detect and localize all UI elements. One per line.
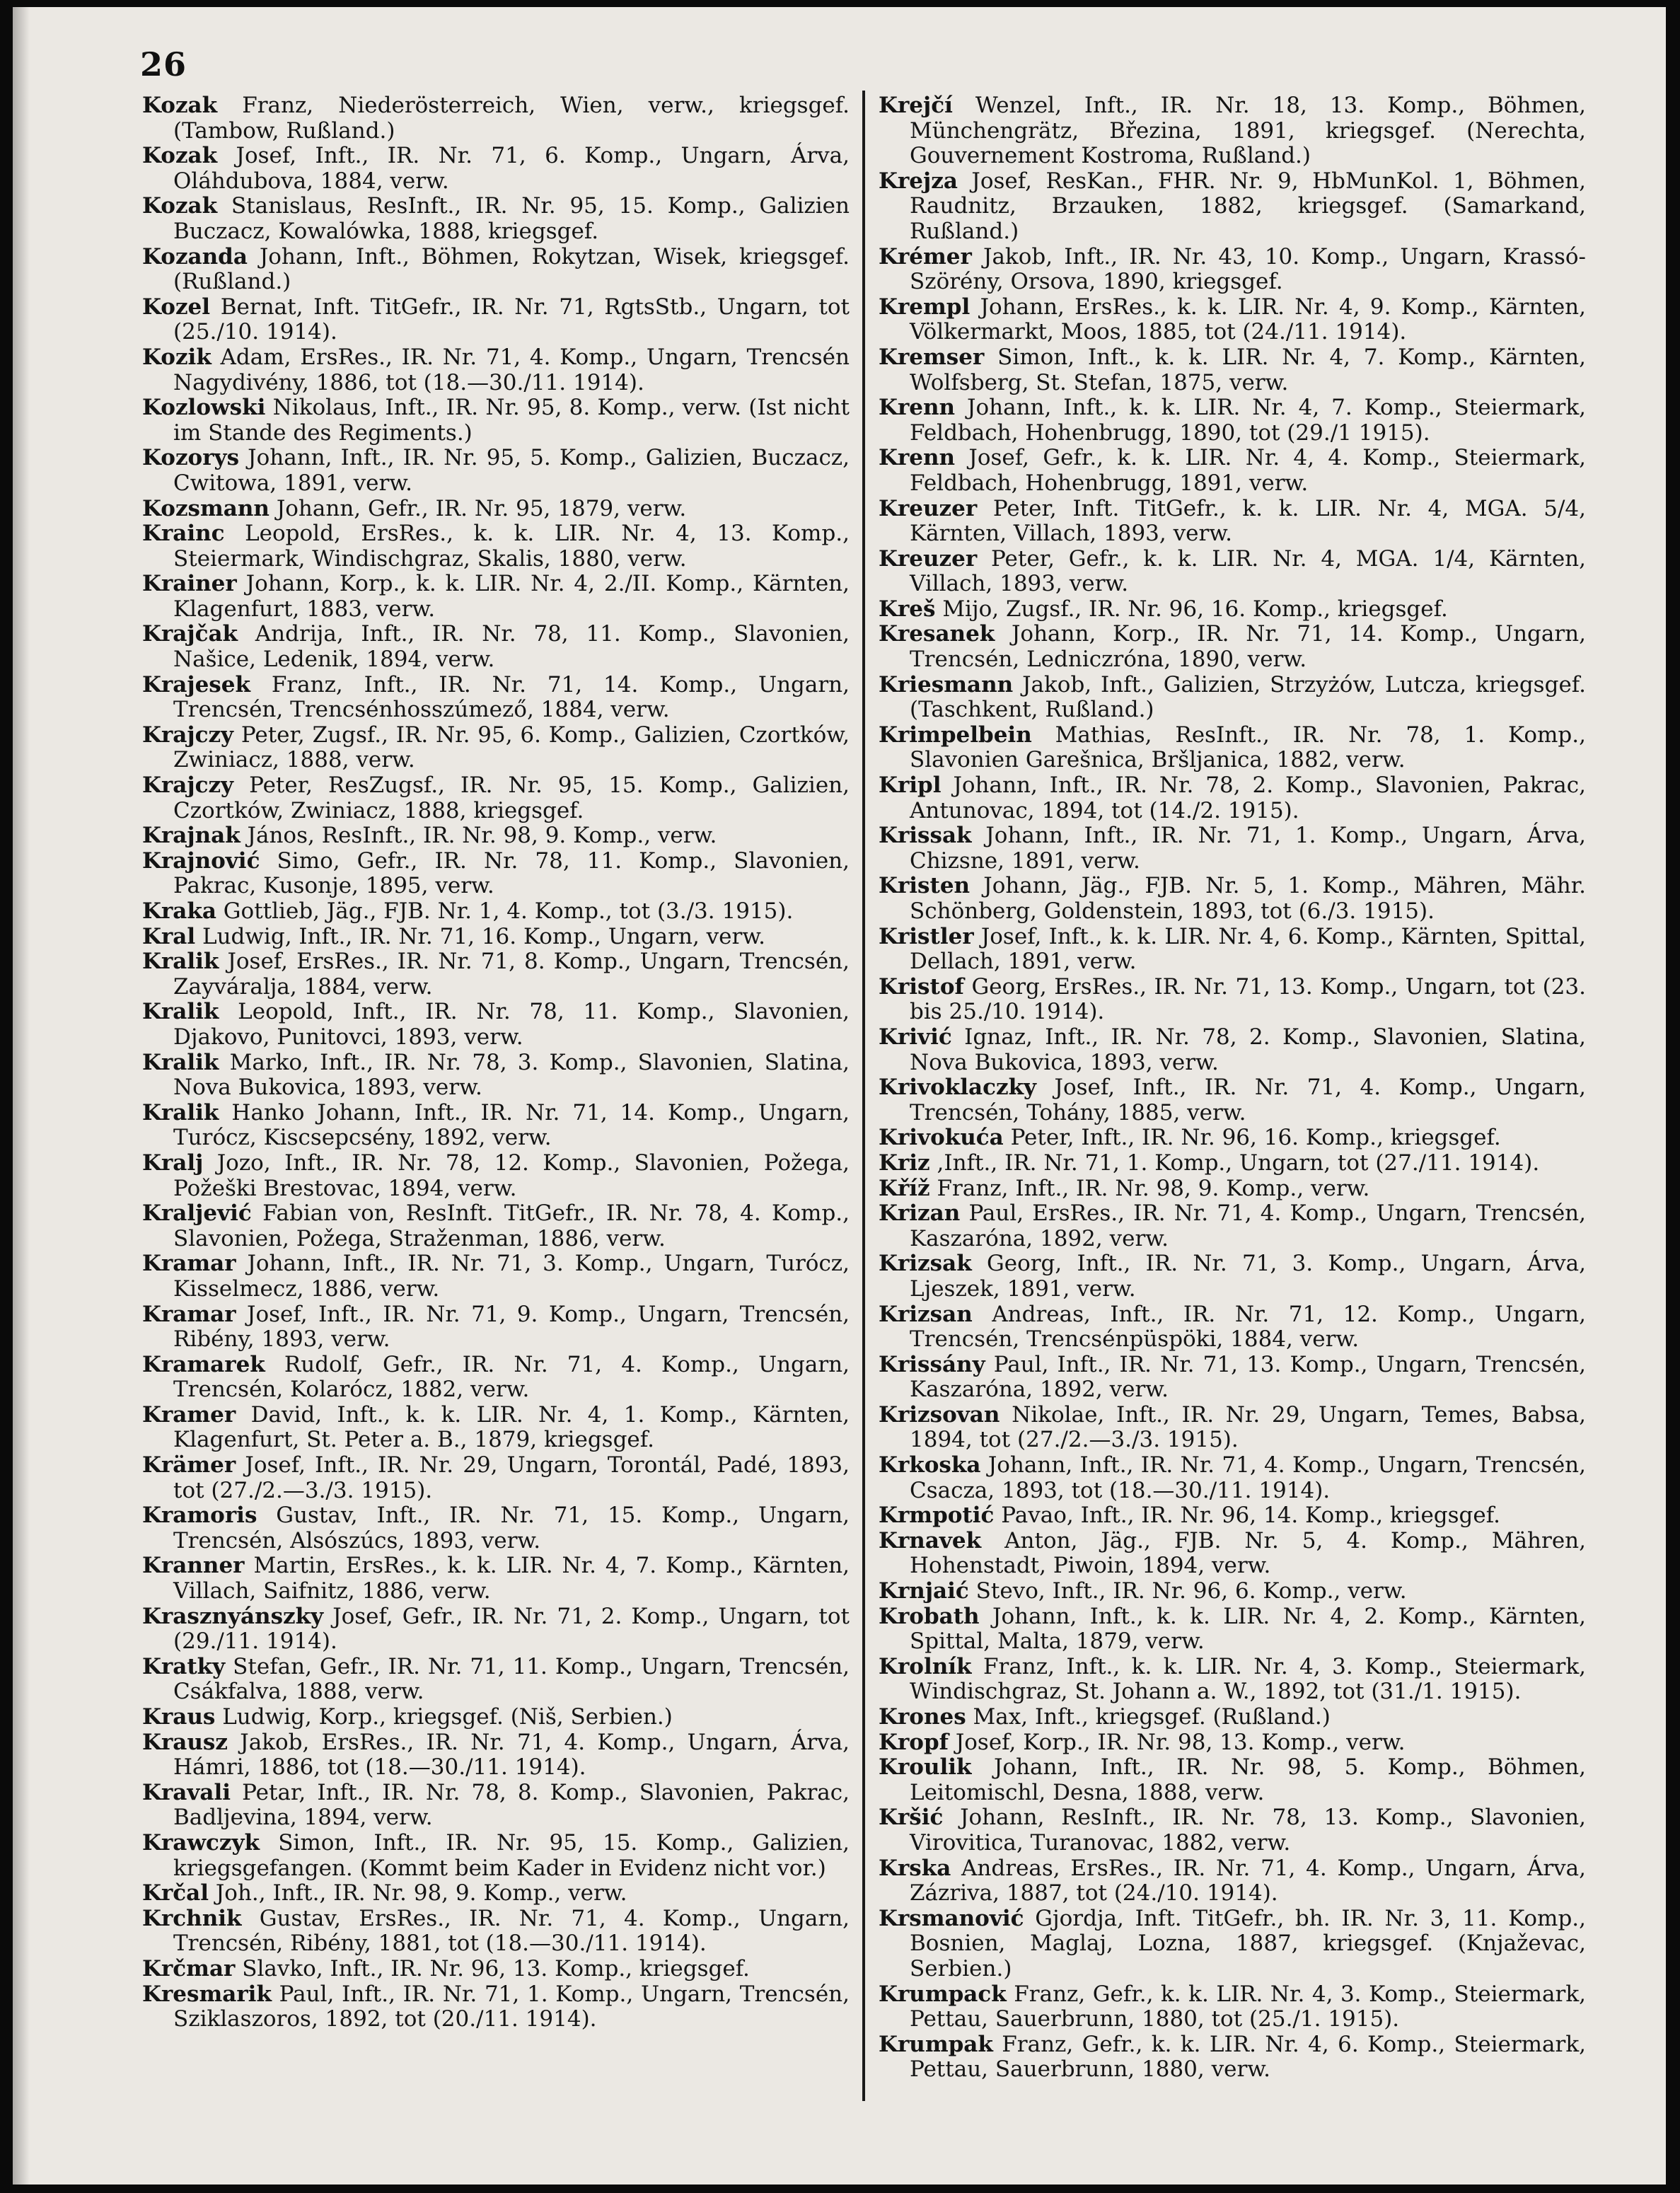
- entry-details: Johann, ErsRes., k. k. LIR. Nr. 4, 9. Komp., Kärnten, Völkermarkt, Moos, 1885, tot (24./11. 1914).: [910, 294, 1586, 345]
- register-entry: [879, 395, 1586, 446]
- entry-surname: Kristof: [879, 973, 964, 1000]
- register-entry: [879, 1755, 1586, 1805]
- entry-surname: Krajnović: [142, 847, 260, 874]
- register-entry: [879, 497, 1586, 547]
- entry-surname: Kral: [142, 923, 196, 949]
- entry-surname: Krčmar: [142, 1955, 236, 1981]
- entry-details: Stanislaus, ResInft., IR. Nr. 95, 15. Komp., Galizien Buczacz, Kowalówka, 1888, kriegsgef.: [173, 193, 850, 244]
- entry-details: Johann, Inft., k. k. LIR. Nr. 4, 2. Komp., Kärnten, Spittal, Malta, 1879, verw.: [910, 1603, 1586, 1655]
- register-entry: [879, 975, 1586, 1025]
- register-entry: [142, 194, 850, 244]
- entry-surname: Krajesek: [142, 671, 250, 698]
- register-entry: [142, 899, 850, 925]
- entry-surname: Kresmarik: [142, 1981, 272, 2007]
- entry-details: Max, Inft., kriegsgef. (Rußland.): [973, 1704, 1331, 1730]
- register-entry: [142, 823, 850, 849]
- register-entry: [142, 245, 850, 295]
- entry-details: Pavao, Inft., IR. Nr. 96, 14. Komp., kriegsgef.: [1001, 1503, 1500, 1529]
- register-entry: [142, 1957, 850, 1982]
- register-entry: [879, 1805, 1586, 1856]
- register-entry: [142, 949, 850, 1000]
- entry-surname: Kremser: [879, 344, 985, 370]
- entry-details: Gustav, ErsRes., IR. Nr. 71, 4. Komp., Ungarn, Trencsén, Ribény, 1881, tot (18.—30./11. 1914).: [173, 1905, 850, 1957]
- register-entry: [879, 1730, 1586, 1756]
- entry-surname: Kreš: [879, 596, 936, 622]
- register-entry: [879, 622, 1586, 672]
- entry-surname: Krémer: [879, 243, 972, 270]
- register-entry: [879, 925, 1586, 975]
- entry-details: Johann, ResInft., IR. Nr. 78, 13. Komp., Slavonien, Virovitica, Turanovac, 1882, verw.: [910, 1805, 1586, 1856]
- entry-details: Peter, Inft., IR. Nr. 96, 16. Komp., kriegsgef.: [1010, 1125, 1501, 1151]
- entry-details: Johann, Korp., k. k. LIR. Nr. 4, 2./II. Komp., Kärnten, Klagenfurt, 1883, verw.: [173, 571, 850, 622]
- register-entry: [142, 1906, 850, 1957]
- register-entry: [142, 295, 850, 345]
- register-entry: [142, 1604, 850, 1655]
- entry-surname: Kozanda: [142, 243, 248, 270]
- entry-details: Paul, Inft., IR. Nr. 71, 1. Komp., Ungarn, Trencsén, Sziklaszoros, 1892, tot (20./11. 1914).: [173, 1981, 850, 2032]
- entry-details: Franz, Inft., k. k. LIR. Nr. 4, 3. Komp., Steiermark, Windischgraz, St. Johann a. W., 1892, tot (31./1. 1915).: [910, 1653, 1586, 1705]
- entry-details: Andreas, ErsRes., IR. Nr. 71, 4. Komp., Ungarn, Árva, Zázriva, 1887, tot (24./10. 1914).: [910, 1855, 1587, 1906]
- entry-details: Johann, Inft., IR. Nr. 98, 5. Komp., Böhmen, Leitomischl, Desna, 1888, verw.: [910, 1754, 1586, 1805]
- register-entry: [879, 1579, 1586, 1604]
- register-entry: [879, 1075, 1586, 1126]
- register-entry: [879, 1529, 1586, 1579]
- register-entry: [142, 1982, 850, 2032]
- entry-details: Franz, Niederösterreich, Wien, verw., kriegsgef. (Tambow, Rußland.): [173, 93, 850, 144]
- entry-surname: Krizsan: [879, 1301, 973, 1327]
- register-entry: [879, 597, 1586, 623]
- entry-details: Josef, Inft., IR. Nr. 71, 4. Komp., Ungarn, Trencsén, Tohány, 1885, verw.: [910, 1075, 1586, 1126]
- register-entry: [142, 395, 850, 446]
- register-entry: [142, 773, 850, 823]
- entry-surname: Kramoris: [142, 1503, 257, 1529]
- register-entry: [142, 1881, 850, 1906]
- entry-surname: Kršić: [879, 1805, 944, 1831]
- entry-surname: Kripl: [879, 773, 942, 799]
- register-entry: [142, 925, 850, 950]
- entry-surname: Krajczy: [142, 773, 234, 799]
- entry-surname: Kramer: [142, 1401, 236, 1428]
- entry-surname: Krawczyk: [142, 1829, 260, 1856]
- entry-details: Franz, Inft., IR. Nr. 98, 9. Komp., verw.: [937, 1175, 1370, 1201]
- column-divider: [862, 91, 865, 2101]
- register-entry: [879, 1655, 1586, 1705]
- entry-surname: Krajčak: [142, 621, 238, 647]
- entry-surname: Krumpack: [879, 1981, 1007, 2007]
- entry-details: Johann, Inft., IR. Nr. 95, 5. Komp., Galizien, Buczacz, Cwitowa, 1891, verw.: [173, 445, 850, 496]
- register-entry: [879, 1403, 1586, 1453]
- entry-details: Josef, Inft., IR. Nr. 71, 6. Komp., Ungarn, Árva, Oláhdubova, 1884, verw.: [173, 143, 850, 194]
- entry-surname: Kozorys: [142, 445, 240, 471]
- register-entry: [142, 572, 850, 622]
- entry-surname: Krajczy: [142, 722, 234, 748]
- entry-surname: Kraka: [142, 898, 216, 924]
- entry-surname: Krumpak: [879, 2031, 993, 2057]
- register-entry: [142, 849, 850, 899]
- entry-surname: Krejza: [879, 168, 958, 194]
- entry-details: Hanko Johann, Inft., IR. Nr. 71, 14. Komp., Ungarn, Turócz, Kiscsepcsény, 1892, verw.: [173, 1099, 850, 1151]
- entry-surname: Kristen: [879, 873, 971, 899]
- entry-surname: Krnjaić: [879, 1578, 969, 1604]
- register-entry: [879, 1604, 1586, 1655]
- register-entry: [142, 93, 850, 144]
- entry-details: Bernat, Inft. TitGefr., IR. Nr. 71, RgtsStb., Ungarn, tot (25./10. 1914).: [173, 294, 850, 345]
- entry-surname: Kreuzer: [879, 495, 978, 521]
- entry-details: János, ResInft., IR. Nr. 98, 9. Komp., verw.: [247, 823, 717, 849]
- entry-surname: Kratky: [142, 1653, 226, 1679]
- register-entry: [142, 1403, 850, 1453]
- entry-details: Johann, Jäg., FJB. Nr. 5, 1. Komp., Mähren, Mähr. Schönberg, Goldenstein, 1893, tot (6./3. 1915).: [910, 873, 1586, 924]
- entry-surname: Kristler: [879, 923, 974, 949]
- register-entry: [879, 773, 1586, 823]
- register-entry: [142, 1353, 850, 1403]
- register-entry: [142, 1831, 850, 1881]
- right-column: [879, 93, 1586, 2083]
- entry-details: Ignaz, Inft., IR. Nr. 78, 2. Komp., Slavonien, Slatina, Nova Bukovica, 1893, verw.: [910, 1024, 1586, 1075]
- entry-details: Franz, Gefr., k. k. LIR. Nr. 4, 3. Komp., Steiermark, Pettau, Sauerbrunn, 1880, tot (25./1. 1915).: [910, 1981, 1586, 2032]
- entry-surname: Kramar: [142, 1251, 236, 1277]
- register-entry: [142, 1730, 850, 1781]
- entry-surname: Kravali: [142, 1779, 231, 1805]
- entry-surname: Kozak: [142, 93, 218, 118]
- register-entry: [879, 1251, 1586, 1302]
- register-entry: [879, 1353, 1586, 1403]
- entry-surname: Krones: [879, 1704, 966, 1730]
- entry-details: Gjordja, Inft. TitGefr., bh. IR. Nr. 3, 11. Komp., Bosnien, Maglaj, Lozna, 1887, kriegsgef. (Knjaževac, Serbien.): [910, 1905, 1587, 1981]
- register-entry: [879, 547, 1586, 597]
- entry-surname: Kozak: [142, 193, 218, 219]
- register-entry: [879, 1302, 1586, 1353]
- entry-surname: Krobath: [879, 1603, 980, 1629]
- entry-details: Paul, ErsRes., IR. Nr. 71, 4. Komp., Ungarn, Trencsén, Kaszaróna, 1892, verw.: [910, 1200, 1587, 1251]
- entry-surname: Krimpelbein: [879, 722, 1032, 748]
- entry-details: ,Inft., IR. Nr. 71, 1. Komp., Ungarn, tot (27./11. 1914).: [937, 1150, 1540, 1176]
- register-entry: [879, 1906, 1586, 1982]
- entry-surname: Krajnak: [142, 823, 241, 849]
- entry-surname: Kříž: [879, 1175, 930, 1201]
- entry-details: Petar, Inft., IR. Nr. 78, 8. Komp., Slavonien, Pakrac, Badljevina, 1894, verw.: [173, 1779, 850, 1831]
- entry-surname: Kralj: [142, 1150, 204, 1176]
- entry-details: Josef, Gefr., IR. Nr. 71, 2. Komp., Ungarn, tot (29./11. 1914).: [173, 1603, 850, 1655]
- entry-details: Jakob, ErsRes., IR. Nr. 71, 4. Komp., Ungarn, Árva, Hámri, 1886, tot (18.—30./11. 1914).: [173, 1729, 850, 1781]
- entry-details: Stevo, Inft., IR. Nr. 96, 6. Komp., verw.: [975, 1578, 1407, 1604]
- entry-surname: Kropf: [879, 1729, 949, 1755]
- register-entry: [142, 1705, 850, 1730]
- register-entry: [142, 1000, 850, 1050]
- entry-surname: Kozlowski: [142, 395, 266, 421]
- register-entry: [142, 144, 850, 194]
- entry-details: Peter, Gefr., k. k. LIR. Nr. 4, MGA. 1/4, Kärnten, Villach, 1893, verw.: [910, 545, 1586, 597]
- entry-surname: Kriz: [879, 1150, 930, 1176]
- entry-details: Georg, ErsRes., IR. Nr. 71, 13. Komp., Ungarn, tot (23. bis 25./10. 1914).: [910, 973, 1586, 1025]
- entry-surname: Kreuzer: [879, 545, 978, 572]
- entry-surname: Krsmanović: [879, 1905, 1024, 1931]
- register-entry: [879, 345, 1586, 395]
- entry-details: Johann, Gefr., IR. Nr. 95, 1879, verw.: [276, 495, 687, 521]
- entry-surname: Kresanek: [879, 621, 995, 647]
- entry-details: Josef, ResKan., FHR. Nr. 9, HbMunKol. 1, Böhmen, Raudnitz, Brzauken, 1882, kriegsgef. (Samarkand, Rußland.): [910, 168, 1586, 244]
- entry-surname: Krausz: [142, 1729, 228, 1755]
- entry-details: Georg, Inft., IR. Nr. 71, 3. Komp., Ungarn, Árva, Ljeszek, 1891, verw.: [910, 1251, 1587, 1302]
- page-number: 26: [140, 45, 187, 83]
- entry-details: Jakob, Inft., Galizien, Strzyżów, Lutcza, kriegsgef. (Taschkent, Rußland.): [910, 671, 1587, 723]
- entry-surname: Krempl: [879, 294, 971, 320]
- entry-surname: Kozak: [142, 143, 218, 169]
- entry-details: Fabian von, ResInft. TitGefr., IR. Nr. 78, 4. Komp., Slavonien, Požega, Straženman, 1886, verw.: [173, 1200, 850, 1251]
- entry-details: Josef, Korp., IR. Nr. 98, 13. Komp., verw.: [955, 1729, 1406, 1755]
- register-entry: [879, 1201, 1586, 1251]
- entry-surname: Kralik: [142, 949, 219, 975]
- entry-details: Rudolf, Gefr., IR. Nr. 71, 4. Komp., Ungarn, Trencsén, Kolarócz, 1882, verw.: [173, 1351, 850, 1403]
- register-entry: [879, 1982, 1586, 2032]
- entry-details: Anton, Jäg., FJB. Nr. 5, 4. Komp., Mähren, Hohenstadt, Piwoin, 1894, verw.: [910, 1527, 1587, 1579]
- entry-details: Peter, Zugsf., IR. Nr. 95, 6. Komp., Galizien, Czortków, Zwiniacz, 1888, verw.: [173, 722, 850, 773]
- register-entry: [879, 245, 1586, 295]
- register-entry: [142, 1151, 850, 1201]
- register-entry: [142, 1101, 850, 1151]
- entry-details: Johann, Inft., IR. Nr. 71, 3. Komp., Ungarn, Turócz, Kisselmecz, 1886, verw.: [173, 1251, 850, 1302]
- register-entry: [142, 1251, 850, 1302]
- entry-details: Gustav, Inft., IR. Nr. 71, 15. Komp., Ungarn, Trencsén, Alsószúcs, 1893, verw.: [173, 1503, 850, 1553]
- entry-surname: Krizan: [879, 1200, 961, 1227]
- register-entry: [879, 1453, 1586, 1503]
- entry-details: Nikolae, Inft., IR. Nr. 29, Ungarn, Temes, Babsa, 1894, tot (27./2.—3./3. 1915).: [910, 1401, 1586, 1453]
- register-entry: [879, 1856, 1586, 1906]
- register-entry: [142, 345, 850, 395]
- entry-details: Josef, Inft., IR. Nr. 29, Ungarn, Torontál, Padé, 1893, tot (27./2.—3./3. 1915).: [173, 1452, 850, 1503]
- entry-details: Johann, Korp., IR. Nr. 71, 14. Komp., Ungarn, Trencsén, Ledniczróna, 1890, verw.: [910, 621, 1586, 673]
- entry-details: Mathias, ResInft., IR. Nr. 78, 1. Komp., Slavonien Garešnica, Bršljanica, 1882, verw.: [910, 722, 1586, 773]
- entry-surname: Krizsovan: [879, 1401, 1000, 1428]
- entry-surname: Kranner: [142, 1553, 245, 1579]
- register-entry: [142, 497, 850, 522]
- entry-details: Franz, Gefr., k. k. LIR. Nr. 4, 6. Komp., Steiermark, Pettau, Sauerbrunn, 1880, verw.: [910, 2031, 1586, 2083]
- register-entry: [879, 295, 1586, 345]
- entry-surname: Krämer: [142, 1452, 236, 1479]
- entry-surname: Krissány: [879, 1351, 985, 1377]
- entry-surname: Krainc: [142, 521, 225, 547]
- entry-details: Andrija, Inft., IR. Nr. 78, 11. Komp., Slavonien, Našice, Ledenik, 1894, verw.: [173, 621, 850, 673]
- register-entry: [879, 1126, 1586, 1151]
- register-entry: [142, 521, 850, 572]
- entry-surname: Krnavek: [879, 1527, 982, 1553]
- document-page: [13, 7, 1666, 2185]
- entry-details: Martin, ErsRes., k. k. LIR. Nr. 4, 7. Komp., Kärnten, Villach, Saifnitz, 1886, verw.: [173, 1553, 850, 1604]
- register-entry: [879, 673, 1586, 723]
- entry-surname: Krenn: [879, 395, 956, 421]
- register-entry: [879, 1503, 1586, 1529]
- left-column: [142, 93, 850, 2032]
- entry-surname: Kozik: [142, 344, 212, 370]
- register-entry: [142, 673, 850, 723]
- entry-surname: Kroulik: [879, 1754, 972, 1781]
- entry-surname: Kozel: [142, 294, 211, 320]
- entry-details: Peter, Inft. TitGefr., k. k. LIR. Nr. 4, MGA. 5/4, Kärnten, Villach, 1893, verw.: [910, 495, 1586, 547]
- entry-surname: Krenn: [879, 445, 956, 471]
- entry-details: Marko, Inft., IR. Nr. 78, 3. Komp., Slavonien, Slatina, Nova Bukovica, 1893, verw.: [173, 1049, 850, 1101]
- entry-surname: Kralik: [142, 1049, 219, 1075]
- entry-details: Gottlieb, Jäg., FJB. Nr. 1, 4. Komp., tot (3./3. 1915).: [223, 898, 794, 924]
- entry-details: Josef, Gefr., k. k. LIR. Nr. 4, 4. Komp., Steiermark, Feldbach, Hohenbrugg, 1891, verw.: [910, 445, 1586, 496]
- entry-surname: Krivić: [879, 1024, 952, 1050]
- entry-details: Adam, ErsRes., IR. Nr. 71, 4. Komp., Ungarn, Trencsén Nagydivény, 1886, tot (18.—30./11. 1914).: [173, 344, 850, 395]
- entry-surname: Krainer: [142, 571, 237, 597]
- register-entry: [142, 1051, 850, 1101]
- entry-surname: Krska: [879, 1855, 951, 1881]
- entry-surname: Krčal: [142, 1880, 209, 1906]
- entry-surname: Kralik: [142, 1099, 219, 1126]
- entry-details: Johann, Inft., IR. Nr. 71, 1. Komp., Ungarn, Árva, Chizsne, 1891, verw.: [910, 823, 1586, 874]
- entry-details: Mijo, Zugsf., IR. Nr. 96, 16. Komp., kriegsgef.: [942, 596, 1448, 622]
- entry-surname: Krivoklaczky: [879, 1075, 1037, 1101]
- entry-details: Johann, Inft., IR. Nr. 71, 4. Komp., Ungarn, Trencsén, Csacza, 1893, tot (18.—30./11. 1914).: [910, 1452, 1587, 1503]
- entry-details: Jakob, Inft., IR. Nr. 43, 10. Komp., Ungarn, Krassó-Szörény, Orsova, 1890, kriegsgef.: [910, 243, 1586, 295]
- register-entry: [142, 622, 850, 672]
- entry-surname: Kozsmann: [142, 495, 270, 521]
- register-entry: [879, 1705, 1586, 1730]
- entry-surname: Krizsak: [879, 1251, 972, 1277]
- entry-details: Stefan, Gefr., IR. Nr. 71, 11. Komp., Ungarn, Trencsén, Csákfalva, 1888, verw.: [173, 1653, 850, 1705]
- register-entry: [879, 823, 1586, 874]
- entry-details: Peter, ResZugsf., IR. Nr. 95, 15. Komp., Galizien, Czortków, Zwiniacz, 1888, kriegsgef.: [173, 773, 850, 823]
- entry-details: Leopold, Inft., IR. Nr. 78, 11. Komp., Slavonien, Djakovo, Punitovci, 1893, verw.: [173, 999, 850, 1050]
- entry-details: Josef, ErsRes., IR. Nr. 71, 8. Komp., Ungarn, Trencsén, Zayváralja, 1884, verw.: [173, 949, 850, 1000]
- register-entry: [142, 1201, 850, 1251]
- entry-surname: Kraljević: [142, 1200, 252, 1227]
- entry-details: Franz, Inft., IR. Nr. 71, 14. Komp., Ungarn, Trencsén, Trencsénhosszúmező, 1884, verw.: [173, 671, 850, 723]
- register-entry: [879, 874, 1586, 924]
- register-entry: [142, 1302, 850, 1353]
- entry-surname: Krkoska: [879, 1452, 981, 1479]
- register-entry: [879, 169, 1586, 245]
- register-entry: [879, 2032, 1586, 2083]
- entry-surname: Kramarek: [142, 1351, 265, 1377]
- entry-details: Johann, Inft., k. k. LIR. Nr. 4, 7. Komp., Steiermark, Feldbach, Hohenbrugg, 1890, tot (29./1 1915).: [910, 395, 1586, 446]
- entry-details: Andreas, Inft., IR. Nr. 71, 12. Komp., Ungarn, Trencsén, Trencsénpüspöki, 1884, verw.: [910, 1301, 1586, 1353]
- entry-surname: Kralik: [142, 999, 219, 1025]
- entry-details: Paul, Inft., IR. Nr. 71, 13. Komp., Ungarn, Trencsén, Kaszaróna, 1892, verw.: [910, 1351, 1586, 1403]
- entry-details: Jozo, Inft., IR. Nr. 78, 12. Komp., Slavonien, Požega, Požeški Brestovac, 1894, verw.: [173, 1150, 850, 1201]
- register-entry: [142, 1453, 850, 1503]
- entry-details: David, Inft., k. k. LIR. Nr. 4, 1. Komp., Kärnten, Klagenfurt, St. Peter a. B., 1879, kriegsgef.: [173, 1401, 850, 1453]
- register-entry: [142, 446, 850, 496]
- entry-details: Josef, Inft., IR. Nr. 71, 9. Komp., Ungarn, Trencsén, Ribény, 1893, verw.: [173, 1301, 850, 1353]
- register-entry: [879, 446, 1586, 496]
- entry-details: Simo, Gefr., IR. Nr. 78, 11. Komp., Slavonien, Pakrac, Kusonje, 1895, verw.: [173, 847, 850, 899]
- entry-surname: Krejčí: [879, 93, 953, 118]
- page-edge-shadow: [13, 7, 30, 2185]
- register-entry: [879, 93, 1586, 169]
- entry-surname: Kriesmann: [879, 671, 1014, 698]
- entry-surname: Krchnik: [142, 1905, 242, 1931]
- entry-details: Slavko, Inft., IR. Nr. 96, 13. Komp., kriegsgef.: [242, 1955, 750, 1981]
- register-entry: [879, 723, 1586, 773]
- entry-surname: Krissak: [879, 823, 972, 849]
- register-entry: [142, 1503, 850, 1553]
- entry-details: Simon, Inft., IR. Nr. 95, 15. Komp., Galizien, kriegsgefangen. (Kommt beim Kader in Evidenz nicht vor.): [173, 1829, 850, 1881]
- entry-surname: Kramar: [142, 1301, 236, 1327]
- register-entry: [142, 1655, 850, 1705]
- register-entry: [142, 1781, 850, 1831]
- entry-surname: Krolník: [879, 1653, 972, 1679]
- entry-details: Wenzel, Inft., IR. Nr. 18, 13. Komp., Böhmen, Münchengrätz, Březina, 1891, kriegsgef. (Nerechta, Gouvernement Kostroma, Rußland.): [910, 93, 1586, 169]
- entry-surname: Kraus: [142, 1704, 216, 1730]
- register-entry: [879, 1176, 1586, 1202]
- entry-details: Leopold, ErsRes., k. k. LIR. Nr. 4, 13. Komp., Steiermark, Windischgraz, Skalis, 1880, verw.: [173, 521, 850, 572]
- entry-details: Ludwig, Inft., IR. Nr. 71, 16. Komp., Ungarn, verw.: [202, 923, 766, 949]
- entry-details: Josef, Inft., k. k. LIR. Nr. 4, 6. Komp., Kärnten, Spittal, Dellach, 1891, verw.: [910, 923, 1586, 975]
- register-entry: [879, 1151, 1586, 1176]
- entry-details: Nikolaus, Inft., IR. Nr. 95, 8. Komp., verw. (Ist nicht im Stande des Regiments.): [173, 395, 850, 446]
- register-entry: [142, 723, 850, 773]
- entry-surname: Krasznyánszky: [142, 1603, 324, 1629]
- entry-details: Ludwig, Korp., kriegsgef. (Niš, Serbien.): [222, 1704, 673, 1730]
- entry-details: Joh., Inft., IR. Nr. 98, 9. Komp., verw.: [215, 1880, 627, 1906]
- entry-surname: Krivokuća: [879, 1125, 1004, 1151]
- register-entry: [142, 1553, 850, 1604]
- entry-surname: Krmpotić: [879, 1503, 995, 1529]
- entry-details: Johann, Inft., Böhmen, Rokytzan, Wisek, kriegsgef. (Rußland.): [173, 243, 850, 295]
- entry-details: Johann, Inft., IR. Nr. 78, 2. Komp., Slavonien, Pakrac, Antunovac, 1894, tot (14./2. 1915).: [910, 773, 1586, 823]
- entry-details: Simon, Inft., k. k. LIR. Nr. 4, 7. Komp., Kärnten, Wolfsberg, St. Stefan, 1875, verw.: [910, 344, 1586, 395]
- register-entry: [879, 1025, 1586, 1075]
